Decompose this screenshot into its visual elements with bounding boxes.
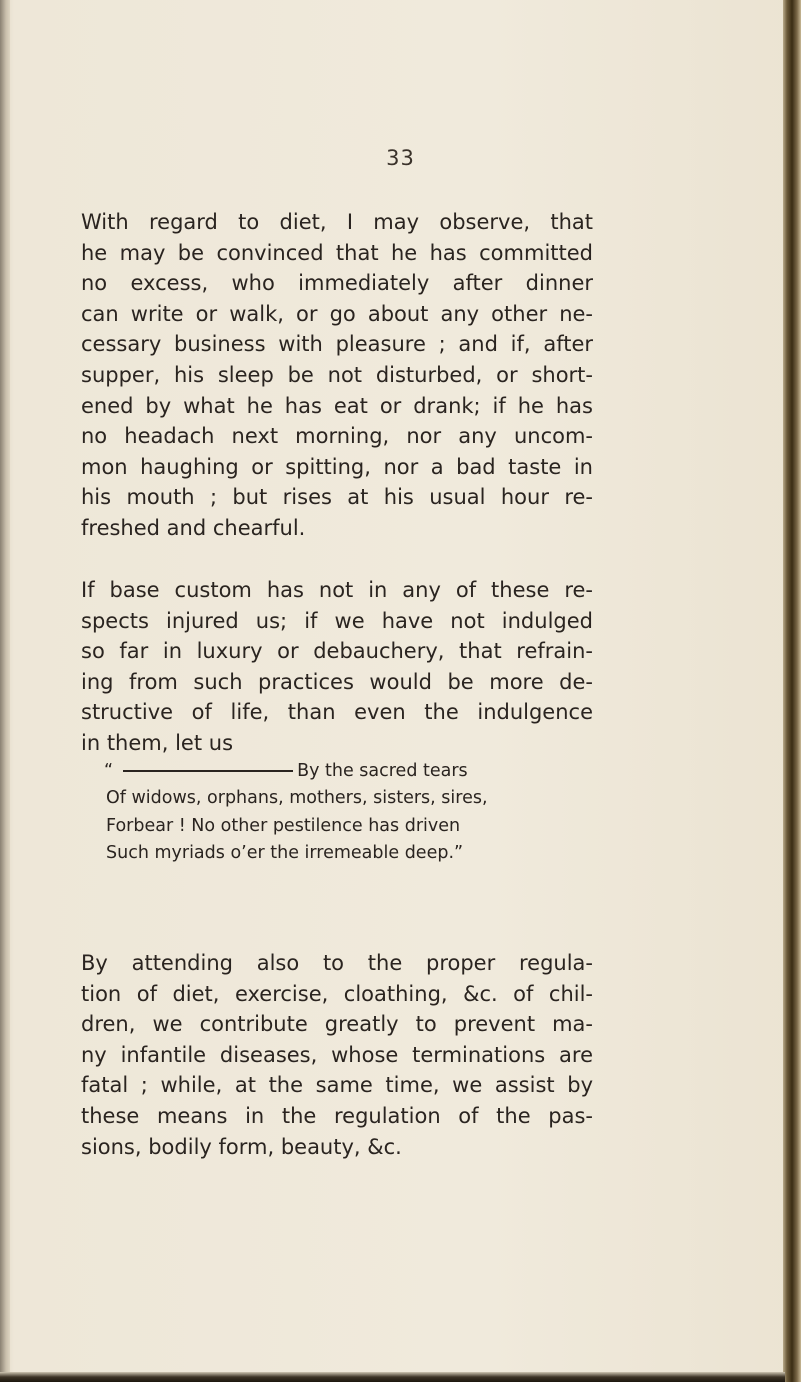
quote-line: Forbear ! No other pestilence has driven [106,815,461,836]
text-line: tion of diet, exercise, cloathing, &c. of chil- [81,981,593,1006]
paragraph-children [81,948,593,1162]
text-line: his mouth ; but rises at his usual hour re- [81,485,593,510]
text-line: structive of life, than even the indulgence [81,700,593,725]
text-line: dren, we contribute greatly to prevent ma- [81,1012,593,1037]
text-line: If base custom has not in any of these re- [81,578,593,602]
text-line: these means in the regulation of the pas- [81,1103,593,1128]
quote-line: Such myriads o’er the irremeable deep.” [106,843,464,864]
verse-quotation [104,758,509,868]
text-line: supper, his sleep be not disturbed, or short- [81,362,593,387]
text-line: mon haughing or spitting, nor a bad taste in [81,454,593,479]
quote-dash-rule [123,770,293,772]
text-line: ny infantile diseases, whose terminations are [81,1042,593,1067]
text-line: With regard to diet, I may observe, that [81,210,593,234]
text-line: spects injured us; if we have not indulged [81,608,593,633]
text-line: he may be convinced that he has committed [81,240,593,265]
text-line: ing from such practices would be more de- [81,669,593,694]
text-line: no headach next morning, nor any uncom- [81,424,593,449]
book-edge [783,0,801,1382]
text-line: fatal ; while, at the same time, we assist by [81,1073,593,1098]
text-line: ened by what he has eat or drank; if he has [81,393,593,418]
text-line: cessary business with pleasure ; and if, after [81,332,593,357]
page-number: 33 [386,146,415,170]
text-line: so far in luxury or debauchery, that refrain- [81,639,593,664]
text-line: can write or walk, or go about any other ne- [81,301,593,326]
quote-open-mark: “ [104,761,114,781]
text-line: freshed and chearful. [81,515,306,540]
quote-line: Of widows, orphans, mothers, sisters, sires, [106,788,488,809]
paragraph-diet [81,207,593,544]
text-line: no excess, who immediately after dinner [81,271,593,296]
paragraph-custom [81,575,593,759]
quote-first-line [104,758,509,785]
quote-line: By the sacred tears [297,761,468,781]
page-bottom-edge [0,1372,785,1382]
text-line: sions, bodily form, beauty, &c. [81,1134,402,1159]
page-gutter-shadow [0,0,10,1382]
text-line: in them, let us [81,730,234,755]
text-line: By attending also to the proper regula- [81,951,593,975]
